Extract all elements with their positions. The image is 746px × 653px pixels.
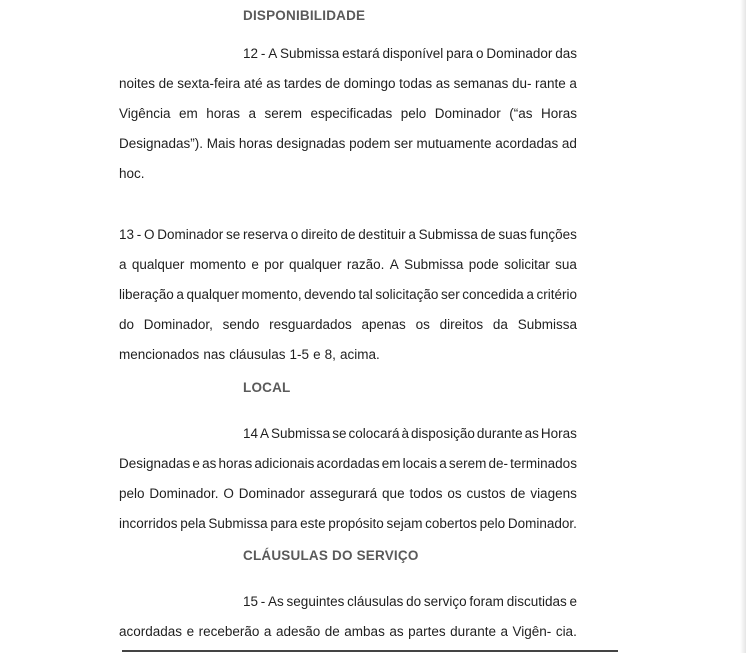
word: Vigência	[119, 106, 171, 121]
word: Designadas”).	[119, 136, 204, 151]
word: horas	[218, 456, 253, 471]
word: para	[446, 46, 474, 61]
word: do	[119, 317, 135, 332]
text-line	[119, 39, 577, 69]
word: cláusulas	[229, 347, 286, 362]
word: sua	[555, 257, 577, 272]
word: pelo	[400, 106, 427, 121]
word: o	[290, 227, 299, 242]
word: acima.	[339, 347, 380, 362]
word: 14	[243, 426, 259, 441]
word: custos	[466, 486, 506, 501]
page-bottom-rule	[122, 650, 618, 652]
word: sendo	[222, 317, 260, 332]
word: Designadas	[119, 456, 191, 471]
word: durante	[450, 624, 496, 639]
word: concedida	[462, 287, 524, 302]
word: 15	[243, 594, 259, 609]
word: Horas	[540, 426, 577, 441]
word: A	[260, 426, 270, 441]
word: discutidas	[506, 594, 567, 609]
word: em	[179, 106, 198, 121]
word: e	[313, 347, 321, 362]
word: de	[158, 76, 174, 91]
word: assegurará	[309, 486, 378, 501]
word: acordadas	[495, 136, 559, 151]
page-edge-shadow	[740, 0, 746, 653]
word: ser	[394, 136, 413, 151]
word: a	[408, 227, 416, 242]
word: solicitar	[504, 257, 550, 272]
word: -	[260, 46, 266, 61]
section-heading: LOCAL	[243, 380, 291, 395]
word: Mais	[206, 136, 236, 151]
word: solicitação	[375, 287, 439, 302]
word: Horas	[540, 106, 577, 121]
word: todos	[409, 486, 443, 501]
word: serem	[264, 106, 302, 121]
word: por	[264, 257, 284, 272]
word: a	[176, 287, 184, 302]
word: do	[406, 594, 422, 609]
word: nas	[203, 347, 226, 362]
word: partes	[408, 624, 446, 639]
word: destituir	[358, 227, 406, 242]
word: a	[119, 257, 127, 272]
word: Vigên-	[512, 624, 552, 639]
word: qualquer	[186, 287, 239, 302]
word: semanas	[453, 76, 509, 91]
word: os	[447, 486, 462, 501]
word: designadas	[276, 136, 346, 151]
paragraph	[119, 220, 577, 370]
word: funções	[529, 227, 577, 242]
word: Submissa	[280, 46, 340, 61]
word: terminados	[510, 456, 577, 471]
word: Submissa	[271, 426, 331, 441]
word: reserva	[243, 227, 289, 242]
word: ambas	[344, 624, 385, 639]
word: de	[510, 486, 526, 501]
word: a	[526, 287, 534, 302]
word: As	[268, 594, 284, 609]
word: tal	[358, 287, 373, 302]
word: a	[263, 624, 272, 639]
word: momento	[189, 257, 246, 272]
word: 8,	[324, 347, 336, 362]
word: os	[415, 317, 430, 332]
word: razão.	[346, 257, 385, 272]
word: pela	[180, 516, 206, 531]
word: momento,	[241, 287, 302, 302]
word: das	[555, 46, 577, 61]
word: liberação	[119, 287, 174, 302]
text-line	[119, 617, 577, 647]
word: Submissa	[404, 257, 464, 272]
paragraph	[119, 419, 577, 539]
word: serem	[448, 456, 487, 471]
word: Submissa	[208, 516, 268, 531]
word: e	[192, 456, 200, 471]
word: foram	[469, 594, 504, 609]
word: -	[260, 594, 266, 609]
word: (“as	[509, 106, 533, 121]
text-line	[119, 419, 577, 449]
word: colocará	[348, 426, 400, 441]
word: à	[401, 426, 410, 441]
word: qualquer	[289, 257, 342, 272]
section-heading: DISPONIBILIDADE	[243, 8, 366, 23]
word: disponível	[382, 46, 444, 61]
word: as	[389, 624, 404, 639]
text-line	[119, 99, 577, 129]
word: du-	[511, 76, 532, 91]
word: mutuamente	[416, 136, 492, 151]
word: pode	[468, 257, 499, 272]
word: propósito	[328, 516, 384, 531]
word: devendo	[304, 287, 356, 302]
word: durante	[476, 426, 523, 441]
word: de	[325, 76, 341, 91]
word: resguardados	[269, 317, 352, 332]
word: e	[251, 257, 259, 272]
word: até	[243, 76, 263, 91]
word: viagens	[530, 486, 577, 501]
word: Submissa	[418, 227, 478, 242]
word: direitos	[439, 317, 484, 332]
word: 1-5	[289, 347, 310, 362]
word: direito	[301, 227, 338, 242]
text-line	[119, 220, 577, 250]
word: noites	[119, 76, 156, 91]
text-line	[119, 310, 577, 340]
word: a	[569, 76, 577, 91]
word: as	[524, 426, 539, 441]
word: estará	[342, 46, 380, 61]
word: as	[202, 456, 217, 471]
word: a	[248, 106, 257, 121]
word: A	[389, 257, 399, 272]
word: critério	[536, 287, 577, 302]
text-line	[119, 159, 577, 189]
word: ser	[440, 287, 460, 302]
word: as	[266, 76, 281, 91]
word: especificadas	[310, 106, 393, 121]
text-line	[119, 250, 577, 280]
word: Dominador	[238, 486, 305, 501]
word: qualquer	[131, 257, 185, 272]
word: rante	[535, 76, 566, 91]
text-line	[119, 340, 577, 370]
word: de-	[488, 456, 509, 471]
text-line	[119, 69, 577, 99]
word: pelo	[479, 516, 506, 531]
text-line	[119, 449, 577, 479]
word: da	[492, 317, 508, 332]
section-heading: CLÁUSULAS DO SERVIÇO	[243, 548, 419, 563]
word: Submissa	[517, 317, 577, 332]
word: serviço	[423, 594, 467, 609]
word: O	[144, 227, 155, 242]
word: sejam	[386, 516, 423, 531]
word: cobertos	[425, 516, 477, 531]
word: mencionados	[119, 347, 200, 362]
word: o	[475, 46, 484, 61]
word: apenas	[361, 317, 406, 332]
word: adicionais	[254, 456, 315, 471]
word: de	[340, 227, 356, 242]
word: disposição	[411, 426, 475, 441]
word: a	[439, 456, 447, 471]
word: para	[270, 516, 298, 531]
word: seguintes	[286, 594, 345, 609]
word: -	[136, 227, 142, 242]
word: pelo	[119, 486, 145, 501]
word: adesão	[275, 624, 321, 639]
word: ad	[561, 136, 577, 151]
word: Dominador.	[507, 516, 577, 531]
word: de	[324, 624, 340, 639]
text-line	[119, 479, 577, 509]
word: acordadas	[316, 456, 380, 471]
word: Dominador	[486, 46, 553, 61]
word: de	[480, 227, 496, 242]
word: acordadas	[119, 624, 183, 639]
text-line	[119, 587, 577, 617]
word: suas	[498, 227, 527, 242]
paragraph	[119, 587, 577, 647]
word: este	[300, 516, 326, 531]
word: horas	[206, 106, 241, 121]
word: 12	[243, 46, 259, 61]
word: receberão	[198, 624, 260, 639]
word: as	[435, 76, 450, 91]
word: se	[226, 227, 241, 242]
word: Dominador	[157, 227, 224, 242]
word: cláusulas	[347, 594, 404, 609]
word: Dominador.	[149, 486, 219, 501]
word: A	[268, 46, 278, 61]
word: cia.	[555, 624, 577, 639]
word: sexta-feira	[177, 76, 241, 91]
word: O	[223, 486, 234, 501]
text-line	[119, 509, 577, 539]
word: Dominador,	[143, 317, 213, 332]
word: e	[569, 594, 577, 609]
word: horas	[238, 136, 273, 151]
word: locais	[402, 456, 438, 471]
text-line	[119, 280, 577, 310]
word: que	[382, 486, 405, 501]
word: tardes	[284, 76, 322, 91]
word: a	[500, 624, 508, 639]
text-line	[119, 129, 577, 159]
word: e	[186, 624, 195, 639]
word: Dominador	[434, 106, 501, 121]
word: 13	[119, 227, 135, 242]
paragraph	[119, 39, 577, 189]
word: domingo	[343, 76, 396, 91]
word: incorridos	[119, 516, 178, 531]
word: se	[332, 426, 347, 441]
word: em	[381, 456, 401, 471]
word: podem	[349, 136, 391, 151]
word: todas	[399, 76, 433, 91]
word: hoc.	[119, 166, 145, 181]
